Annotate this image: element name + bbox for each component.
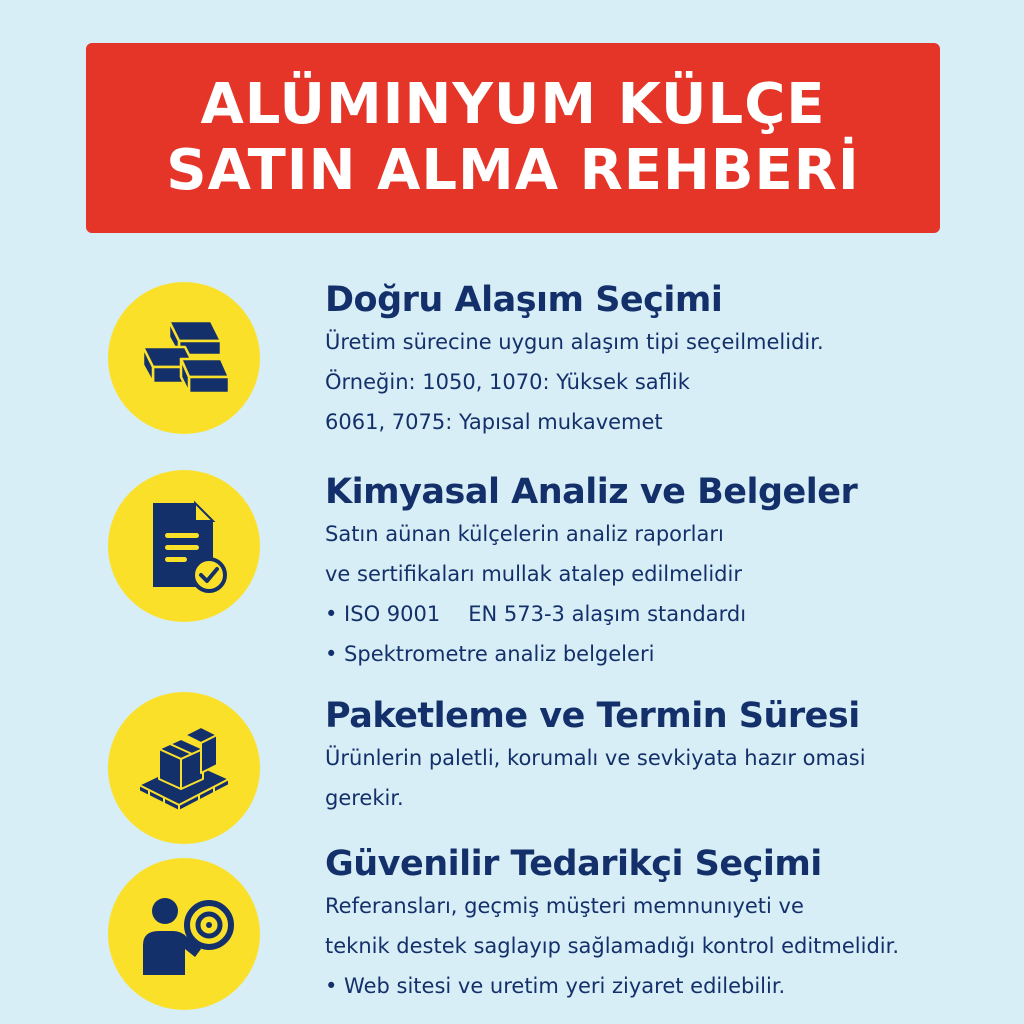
- section-heading: Paketleme ve Termin Süresi: [325, 696, 860, 736]
- section-text: ve sertifikaları mullak atalep edilmelidir: [325, 562, 742, 586]
- bullet-item: • ISO 9001: [325, 602, 441, 626]
- section-text: Satın aünan külçelerin analiz raporları: [325, 522, 724, 546]
- title-line-1: ALÜMINYUM KÜLÇE: [200, 72, 826, 137]
- section-text: teknik destek saglayıp sağlamadığı kontrol editmelidir.: [325, 934, 900, 958]
- pallet-boxes-icon: [108, 692, 260, 844]
- section-text: Üretim sürecine uygun alaşım tipi seçeilmelidir.: [325, 330, 824, 354]
- section-text: Referansları, geçmiş müşteri memnunıyeti ve: [325, 894, 804, 918]
- section-text: Ürünlerin paletli, korumalı ve sevkiyata hazır omasi: [325, 746, 866, 770]
- section-heading: Kimyasal Analiz ve Belgeler: [325, 472, 858, 512]
- section-text: Örneğin: 1050, 1070: Yüksek saflik: [325, 370, 690, 394]
- section-text: 6061, 7075: Yapısal mukavemet: [325, 410, 663, 434]
- bullet-item: • Web sitesi ve uretim yeri ziyaret edilebilir.: [325, 974, 786, 998]
- section-analysis: [325, 470, 1015, 674]
- section-supplier: [325, 842, 1015, 1006]
- bullet-item: EN 573-3 alaşım standardı: [468, 602, 747, 626]
- ingots-icon: [108, 282, 260, 434]
- section-text: gerekir.: [325, 786, 404, 810]
- title-banner: [86, 43, 940, 233]
- bullet-row: [325, 594, 1015, 634]
- person-target-icon: [108, 858, 260, 1010]
- section-alloy: [325, 278, 1015, 442]
- section-heading: Güvenilir Tedarikçi Seçimi: [325, 844, 822, 884]
- section-packaging: [325, 694, 1015, 818]
- bullet-item: • Spektrometre analiz belgeleri: [325, 642, 655, 666]
- title-line-2: SATIN ALMA REHBERİ: [166, 138, 860, 203]
- section-heading: Doğru Alaşım Seçimi: [325, 280, 723, 320]
- document-check-icon: [108, 470, 260, 622]
